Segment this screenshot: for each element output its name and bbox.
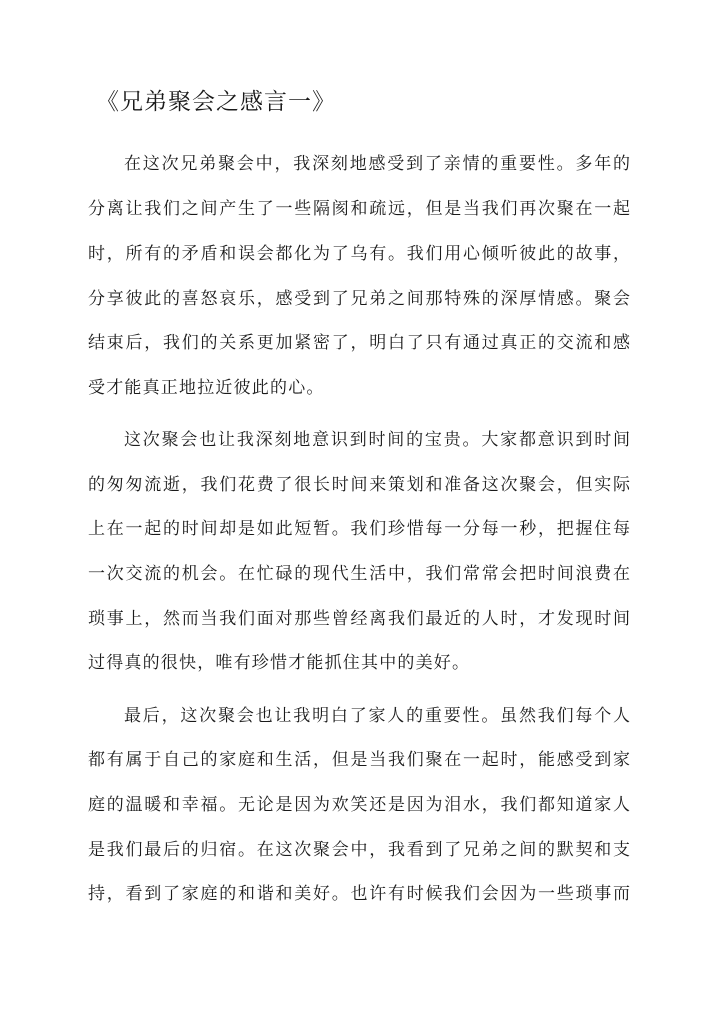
paragraph-2-line-6: 过得真的很快，唯有珍惜才能抓住其中的美好。	[88, 653, 471, 673]
paragraph-2-line-2: 的匆匆流逝，我们花费了很长时间来策划和准备这次聚会，但实际	[88, 475, 630, 495]
document-title: 《兄弟聚会之感言一》	[96, 89, 336, 115]
paragraph-3-line-3: 庭的温暖和幸福。无论是因为欢笑还是因为泪水，我们都知道家人	[88, 795, 630, 815]
paragraph-3-line-2: 都有属于自己的家庭和生活，但是当我们聚在一起时，能感受到家	[88, 750, 630, 770]
paragraph-3-line-5: 持，看到了家庭的和谐和美好。也许有时候我们会因为一些琐事而	[88, 884, 630, 904]
paragraph-2-line-4: 一次交流的机会。在忙碌的现代生活中，我们常常会把时间浪费在	[88, 564, 630, 584]
paragraph-1-line-1: 在这次兄弟聚会中，我深刻地感受到了亲情的重要性。多年的	[124, 154, 630, 174]
paragraph-2-line-3: 上在一起的时间却是如此短暂。我们珍惜每一分每一秒，把握住每	[88, 519, 630, 539]
paragraph-3-line-4: 是我们最后的归宿。在这次聚会中，我看到了兄弟之间的默契和支	[88, 840, 630, 860]
paragraph-1-line-6: 受才能真正地拉近彼此的心。	[88, 378, 325, 398]
paragraph-1-line-5: 结束后，我们的关系更加紧密了，明白了只有通过真正的交流和感	[88, 333, 630, 353]
paragraph-2-line-1: 这次聚会也让我深刻地意识到时间的宝贵。大家都意识到时间	[124, 430, 630, 450]
paragraph-1-line-2: 分离让我们之间产生了一些隔阂和疏远，但是当我们再次聚在一起	[88, 199, 630, 219]
paragraph-3-line-1: 最后，这次聚会也让我明白了家人的重要性。虽然我们每个人	[124, 706, 630, 726]
paragraph-1-line-4: 分享彼此的喜怒哀乐，感受到了兄弟之间那特殊的深厚情感。聚会	[88, 289, 630, 309]
paragraph-2-line-5: 琐事上，然而当我们面对那些曾经离我们最近的人时，才发现时间	[88, 609, 630, 629]
paragraph-1-line-3: 时，所有的矛盾和误会都化为了乌有。我们用心倾听彼此的故事，	[88, 244, 630, 264]
